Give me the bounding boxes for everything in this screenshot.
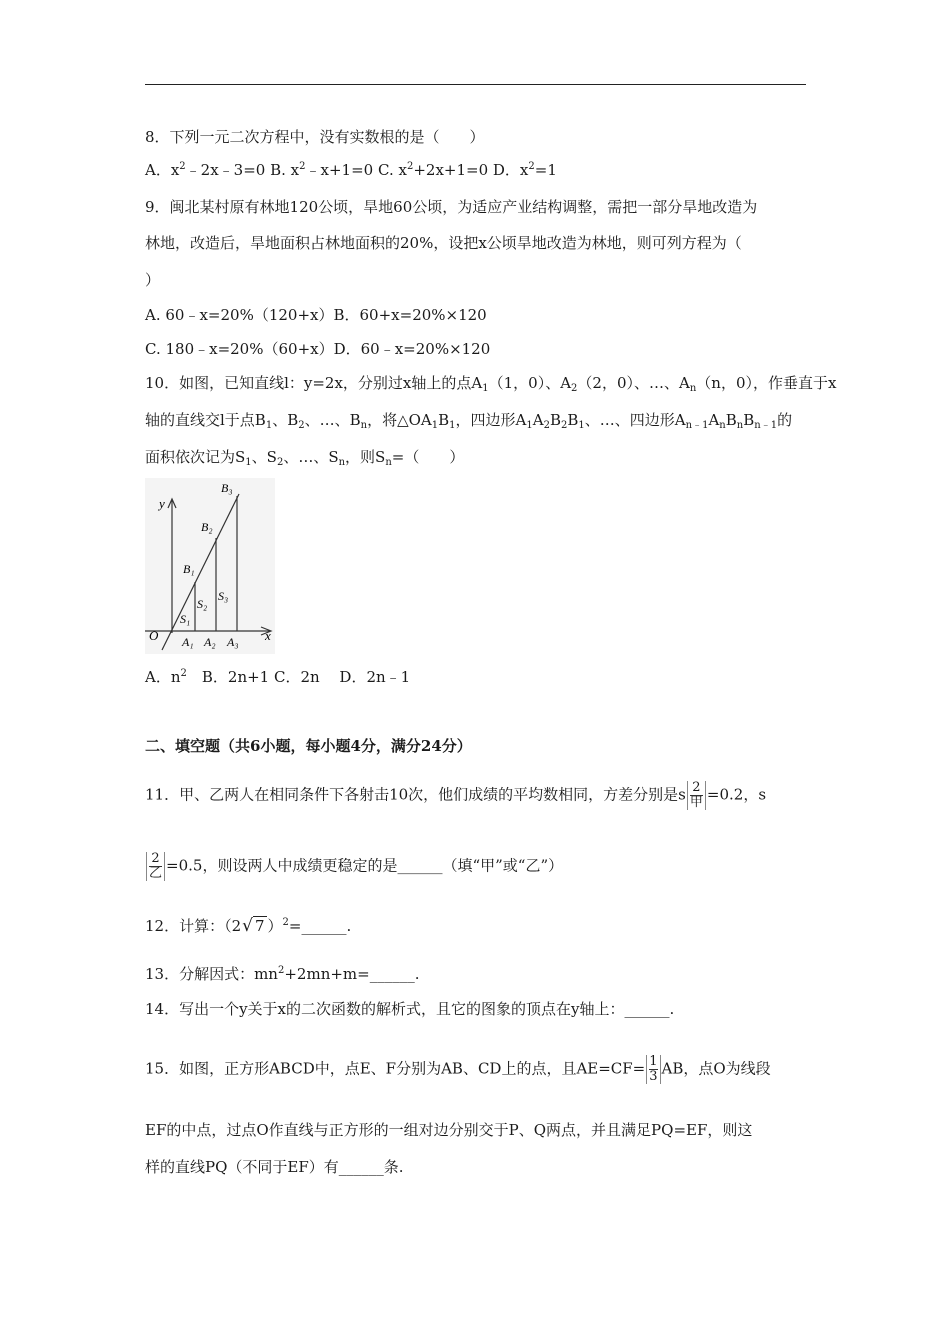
- q9-options-ab: A. 60﹣x=20%（120+x）B．60+x=20%×120: [145, 306, 487, 324]
- b1-label: B₁: [183, 562, 195, 576]
- b2-label: B₂: [201, 520, 213, 534]
- q11-line2: $\frac{2}{\text{乙}}$ =0.5，则设两人中成绩更稳定的是______（填“甲”或“乙”）: [145, 852, 563, 881]
- q15-line2: EF的中点，过点O作直线与正方形的一组对边分别交于P、Q两点，并且满足PQ=EF，则这: [145, 1121, 753, 1139]
- a3-label: A₃: [227, 635, 239, 649]
- q10-line2: 轴的直线交l于点$B_1$、$B_2$、…、$B_n$，将$\triangle OA_1B_1$，四边形$A_1A_2B_2B_1$、…、四边形$A_{n﹣1}A_nB_nB_{n﹣1}$的: [145, 411, 793, 431]
- s2-label: S₂: [197, 597, 208, 611]
- b3-label: B₃: [221, 481, 233, 495]
- q12: 12．计算：（2√ 7 ）$^2$=______.: [145, 916, 352, 936]
- variance-jia: $\frac{2}{\text{甲}}$: [687, 781, 706, 810]
- q8-stem: 8．下列一元二次方程中，没有实数根的是（ ）: [145, 128, 485, 146]
- s1-label: S₁: [180, 612, 191, 626]
- section2-heading: 二、填空题（共6小题，每小题4分，满分24分）: [145, 737, 472, 755]
- s3-label: S₃: [218, 589, 229, 603]
- q9-line3: ）: [145, 271, 161, 289]
- q10-figure: [145, 478, 275, 654]
- q10-options: A．$n^2$ B．2n+1 C．2n D．2n﹣1: [145, 668, 411, 686]
- fraction-one-third: $\frac{1}{3}$: [646, 1055, 660, 1084]
- q9-line2: 林地，改造后，旱地面积占林地面积的20%，设把x公顷旱地改造为林地，则可列方程为（: [145, 234, 742, 252]
- sqrt-expression: √ 7: [242, 916, 265, 936]
- a2-label: A₂: [204, 635, 216, 649]
- q15-line1: 15．如图，正方形ABCD中，点E、F分别为AB、CD上的点，且AE=CF= $\frac{1}{3}$ AB，点O为线段: [145, 1054, 771, 1084]
- q10-line1: 10．如图，已知直线l：y=2x，分别过x轴上的点$A_1(1$，0）、$A_2(2$，0）、…、$A_n(n$，0），作垂直于x: [145, 374, 837, 394]
- q10-line3: 面积依次记为$S_1$、$S_2$、…、$S_n$，则$S_n=$（ ）: [145, 448, 465, 468]
- header-rule: [145, 84, 806, 85]
- q8-options: A．$x^2﹣2x﹣3=0$ B. $x^2﹣x+1=0$ C. $x^2+2x+1=0$ D．$x^2=1$: [145, 161, 557, 179]
- q14: 14．写出一个y关于x的二次函数的解析式，且它的图象的顶点在y轴上：______.: [145, 1000, 675, 1018]
- q13: 13．分解因式：$mn^2+2mn+m=\_\_\_\_\_\_$.: [145, 965, 420, 983]
- origin-label: O: [149, 628, 159, 643]
- q9-options-cd: C. 180﹣x=20%（60+x）D．60﹣x=20%×120: [145, 340, 491, 358]
- q9-line1: 9．闽北某村原有林地120公顷，旱地60公顷，为适应产业结构调整，需把一部分旱地改造为: [145, 198, 758, 216]
- x-label: x: [265, 628, 271, 643]
- variance-yi: $\frac{2}{\text{乙}}$: [146, 852, 165, 881]
- a1-label: A₁: [182, 635, 194, 649]
- y-label: y: [159, 496, 165, 511]
- q11-line1: 11．甲、乙两人在相同条件下各射击10次，他们成绩的平均数相同，方差分别是s $\frac{2}{\text{甲}}$ =0.2，s: [145, 780, 767, 810]
- q15-line3: 样的直线PQ（不同于EF）有______条.: [145, 1158, 404, 1176]
